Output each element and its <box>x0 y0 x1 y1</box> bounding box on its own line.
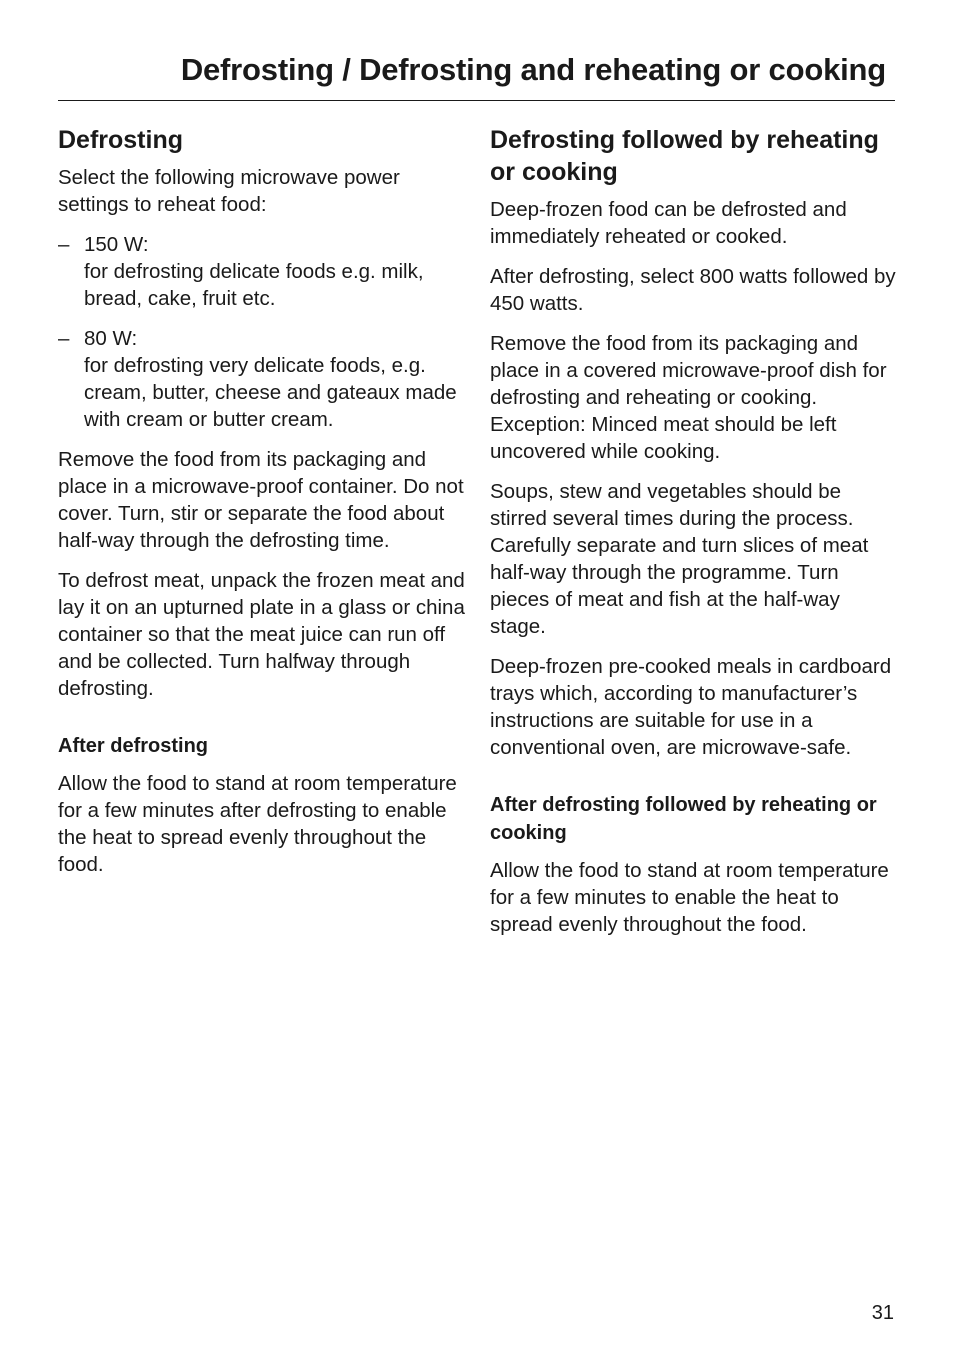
paragraph-meat: To defrost meat, unpack the frozen meat and lay it on an upturned plate in a glass or china container so that the meat juice can run off and be collected. Turn halfway through defrosting. <box>58 569 465 700</box>
list-item <box>58 325 468 433</box>
title-divider <box>58 100 895 101</box>
dash-bullet: – <box>58 327 70 350</box>
section-heading-defrost-reheat: Defrosting followed by reheating or cooking <box>490 126 879 186</box>
paragraph-packaging: Remove the food from its packaging and place in a microwave-proof container. Do not cover. Turn, stir or separate the food about half-way through the defrosting time. <box>58 448 464 552</box>
list-item-power: 80 W: <box>84 327 138 350</box>
paragraph-pre-cooked: Deep-frozen pre-cooked meals in cardboard trays which, according to manufacturer’s instructions are suitable for use in a conventional oven, are microwave-safe. <box>490 655 892 759</box>
subheading-after-defrosting: After defrosting <box>58 735 208 757</box>
page-number: 31 <box>871 1302 894 1324</box>
paragraph-standing-time-reheat: Allow the food to stand at room temperature for a few minutes to enable the heat to spread evenly throughout the food. <box>490 859 889 936</box>
list-item <box>58 231 468 312</box>
list-item-power: 150 W: <box>84 233 149 256</box>
right-column <box>490 124 900 951</box>
paragraph-watts: After defrosting, select 800 watts followed by 450 watts. <box>490 265 896 315</box>
left-column <box>58 124 468 891</box>
subheading-after-defrost-reheat: After defrosting followed by reheating or cooking <box>490 794 877 844</box>
paragraph-deep-frozen: Deep-frozen food can be defrosted and immediately reheated or cooked. <box>490 198 847 248</box>
power-settings-list <box>58 231 468 433</box>
list-item-description: for defrosting delicate foods e.g. milk, bread, cake, fruit etc. <box>84 260 424 310</box>
list-item-description: for defrosting very delicate foods, e.g. cream, butter, cheese and gateaux made with cream or butter cream. <box>84 354 457 431</box>
section-heading-defrosting: Defrosting <box>58 126 183 154</box>
intro-paragraph: Select the following microwave power settings to reheat food: <box>58 166 400 216</box>
dash-bullet: – <box>58 233 70 256</box>
paragraph-covered-dish: Remove the food from its packaging and place in a covered microwave-proof dish for defrosting and reheating or cooking. Exception: Minced meat should be left uncovered while cooking. <box>490 332 887 463</box>
paragraph-standing-time: Allow the food to stand at room temperature for a few minutes after defrosting to enable the heat to spread evenly throughout the food. <box>58 772 457 876</box>
paragraph-stirring: Soups, stew and vegetables should be stirred several times during the process. Carefully separate and turn slices of meat half-way through the programme. Turn pieces of meat and fish at the half-way stage. <box>490 480 869 638</box>
page-title: Defrosting / Defrosting and reheating or cooking <box>180 52 886 87</box>
